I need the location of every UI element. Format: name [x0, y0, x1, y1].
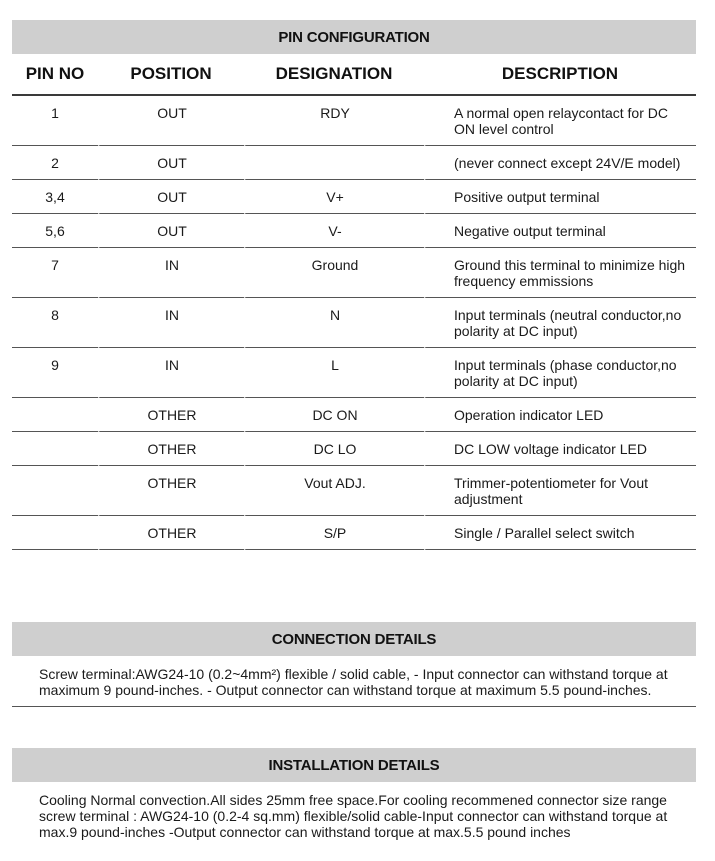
- pin-configuration-section: [12, 0, 696, 550]
- designation-cell: [244, 146, 424, 180]
- position-cell: OTHER: [98, 516, 244, 550]
- table-row: [12, 398, 696, 432]
- pin-no-cell: [12, 432, 98, 466]
- position-cell: OTHER: [98, 466, 244, 516]
- connection-details-title: CONNECTION DETAILS: [12, 622, 696, 656]
- description-cell: Input terminals (phase conductor,no polarity at DC input): [424, 348, 696, 398]
- pin-no-cell: 1: [12, 96, 98, 146]
- pin-configuration-title: PIN CONFIGURATION: [12, 20, 696, 54]
- designation-cell: S/P: [244, 516, 424, 550]
- table-row: [12, 432, 696, 466]
- position-cell: OTHER: [98, 398, 244, 432]
- table-row: [12, 214, 696, 248]
- installation-details-section: [12, 748, 696, 848]
- designation-cell: DC LO: [244, 432, 424, 466]
- designation-cell: L: [244, 348, 424, 398]
- description-cell: (never connect except 24V/E model): [424, 146, 696, 180]
- position-cell: OUT: [98, 96, 244, 146]
- table-row: [12, 180, 696, 214]
- description-cell: Operation indicator LED: [424, 398, 696, 432]
- description-cell: Single / Parallel select switch: [424, 516, 696, 550]
- position-cell: OUT: [98, 214, 244, 248]
- designation-cell: RDY: [244, 96, 424, 146]
- designation-cell: V-: [244, 214, 424, 248]
- table-row: [12, 348, 696, 398]
- pin-no-cell: 7: [12, 248, 98, 298]
- description-cell: A normal open relaycontact for DC ON level control: [424, 96, 696, 146]
- divider: [12, 706, 696, 707]
- position-cell: OUT: [98, 180, 244, 214]
- connection-details-section: [12, 622, 696, 707]
- position-cell: IN: [98, 248, 244, 298]
- connection-details-text: Screw terminal:AWG24-10 (0.2~4mm²) flexible / solid cable, - Input connector can withstand torque at maximum 9 pound-inches. - Output connector can withstand torque at maximum 5.5 pound-inches.: [39, 666, 668, 698]
- pin-no-cell: 8: [12, 298, 98, 348]
- description-cell: DC LOW voltage indicator LED: [424, 432, 696, 466]
- header-description: DESCRIPTION: [424, 54, 696, 96]
- pin-no-cell: [12, 516, 98, 550]
- position-cell: OTHER: [98, 432, 244, 466]
- table-header-row: [12, 54, 696, 96]
- pin-configuration-table: [12, 54, 696, 550]
- designation-cell: DC ON: [244, 398, 424, 432]
- pin-no-cell: 3,4: [12, 180, 98, 214]
- pin-no-cell: [12, 466, 98, 516]
- designation-cell: N: [244, 298, 424, 348]
- table-row: [12, 96, 696, 146]
- description-cell: Trimmer-potentiometer for Vout adjustment: [424, 466, 696, 516]
- pin-no-cell: 9: [12, 348, 98, 398]
- position-cell: IN: [98, 298, 244, 348]
- table-row: [12, 466, 696, 516]
- header-designation: DESIGNATION: [244, 54, 424, 96]
- designation-cell: Ground: [244, 248, 424, 298]
- position-cell: OUT: [98, 146, 244, 180]
- designation-cell: V+: [244, 180, 424, 214]
- description-cell: Positive output terminal: [424, 180, 696, 214]
- description-cell: Input terminals (neutral conductor,no polarity at DC input): [424, 298, 696, 348]
- description-cell: Negative output terminal: [424, 214, 696, 248]
- description-cell: Ground this terminal to minimize high frequency emmissions: [424, 248, 696, 298]
- header-pin-no: PIN NO: [12, 54, 98, 96]
- position-cell: IN: [98, 348, 244, 398]
- pin-no-cell: [12, 398, 98, 432]
- installation-details-title: INSTALLATION DETAILS: [12, 748, 696, 782]
- designation-cell: Vout ADJ.: [244, 466, 424, 516]
- table-row: [12, 298, 696, 348]
- table-row: [12, 248, 696, 298]
- pin-no-cell: 5,6: [12, 214, 98, 248]
- pin-no-cell: 2: [12, 146, 98, 180]
- table-row: [12, 146, 696, 180]
- header-position: POSITION: [98, 54, 244, 96]
- installation-details-text: Cooling Normal convection.All sides 25mm free space.For cooling recommened connector size range screw terminal : AWG24-10 (0.2-4 sq.mm) flexible/solid cable-Input connector can withstand torque at max.9 pound-inches -Output connector can withstand torque at max.5.5 pound inches: [39, 792, 668, 840]
- table-row: [12, 516, 696, 550]
